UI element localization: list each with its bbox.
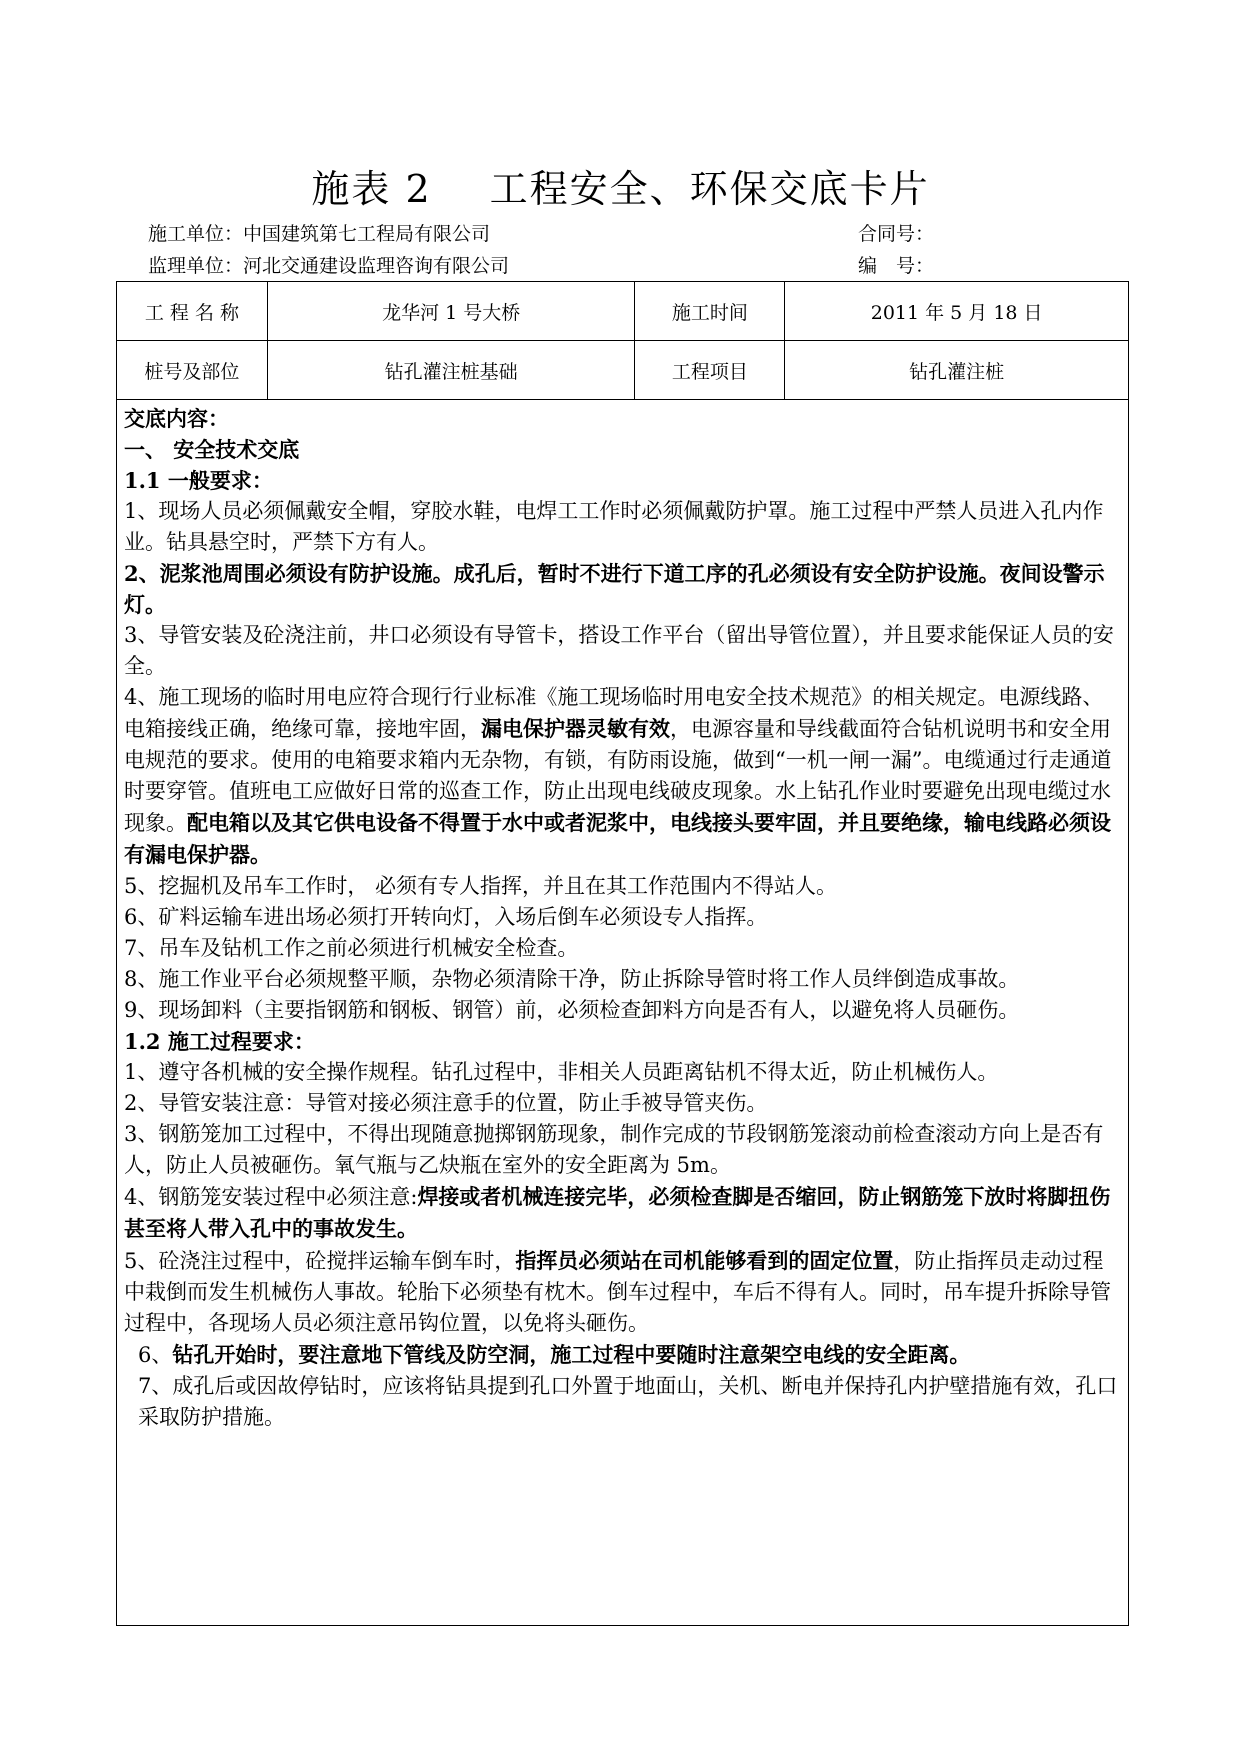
list-item: 2、泥浆池周围必须设有防护设施。成孔后，暂时不进行下道工序的孔必须设有安全防护设施。夜间设警示灯。	[124, 561, 1105, 617]
project-name-label: 工 程 名 称	[117, 282, 268, 341]
contract-number: 合同号：	[858, 223, 935, 245]
list-item	[124, 1181, 1120, 1245]
list-item: 1、遵守各机械的安全操作规程。钻孔过程中，非相关人员距离钻机不得太近，防止机械伤人。	[124, 1060, 999, 1084]
list-item: 9、现场卸料（主要指钢筋和钢板、钢管）前，必须检查卸料方向是否有人，以避免将人员砸伤。	[124, 998, 1020, 1022]
table-row	[117, 341, 1129, 400]
list-item	[124, 1245, 1120, 1339]
text-span: 4、钢筋笼安装过程中必须注意:	[124, 1185, 418, 1209]
content-heading: 交底内容：	[124, 406, 229, 431]
text-span: 4、施工现场的临时用电应符合现行行业标准《施工现场临时用电安全技术规范》的相关规定。电源线路、电箱接线正确，绝缘可靠，接地牢固，	[124, 685, 1104, 741]
list-item: 3、钢筋笼加工过程中，不得出现随意抛掷钢筋现象，制作完成的节段钢筋笼滚动前检查滚动方向上是否有人，防止人员被砸伤。氧气瓶与乙炔瓶在室外的安全距离为 5m。	[124, 1122, 1104, 1177]
form-number: 施表 2	[311, 167, 432, 211]
disclosure-content	[124, 403, 1120, 1433]
work-item-value: 钻孔灌注桩	[785, 341, 1129, 400]
construction-time-label: 施工时间	[635, 282, 785, 341]
text-span: ，电源容量和导线截面符合钻机说明书和安全用电规范的要求。使用的电箱要求箱内无杂物，有锁，有防雨设施，做到“一机一闸一漏”。电缆通过行走通道时要穿管。值班电工应做好日常的巡查工作，防止出现电线破皮现象。水上钻孔作业时要避免出现电缆过水现象。	[124, 717, 1112, 835]
list-item: 7、吊车及钻机工作之前必须进行机械安全检查。	[124, 936, 579, 960]
serial-number: 编 号：	[858, 255, 935, 277]
bold-span: 钻孔开始时，要注意地下管线及防空洞，施工过程中要随时注意架空电线的安全距离。	[172, 1342, 971, 1367]
list-item	[124, 1339, 1120, 1371]
form-name: 工程安全、环保交底卡片	[489, 167, 930, 211]
bold-span: 漏电保护器灵敏有效	[481, 716, 670, 741]
list-item: 1、现场人员必须佩戴安全帽，穿胶水鞋，电焊工工作时必须佩戴防护罩。施工过程中严禁人员进入孔内作业。钻具悬空时，严禁下方有人。	[124, 499, 1104, 554]
table-row	[117, 282, 1129, 341]
list-item: 8、施工作业平台必须规整平顺，杂物必须清除干净，防止拆除导管时将工作人员绊倒造成事故。	[124, 967, 1020, 991]
section-heading: 一、 安全技术交底	[124, 437, 300, 462]
work-item-label: 工程项目	[635, 341, 785, 400]
list-item: 5、挖掘机及吊车工作时， 必须有专人指挥，并且在其工作范围内不得站人。	[124, 874, 838, 898]
list-item: 6、矿料运输车进出场必须打开转向灯，入场后倒车必须设专人指挥。	[124, 905, 768, 929]
text-span: ，防止指挥员走动过程中栽倒而发生机械伤人事故。轮胎下必须垫有枕木。倒车过程中，车后不得有人。同时，吊车提升拆除导管过程中，各现场人员必须注意吊钩位置，以免将头砸伤。	[124, 1249, 1111, 1335]
list-item: 7、成孔后或因故停钻时，应该将钻具提到孔口外置于地面山，关机、断电并保持孔内护壁措施有效，孔口采取防护措施。	[138, 1374, 1118, 1429]
project-name-value: 龙华河 1 号大桥	[267, 282, 635, 341]
bold-span: 焊接或者机械连接完毕，必须检查脚是否缩回，防止钢筋笼下放时将脚扭伤甚至将人带入孔中的事故发生。	[124, 1184, 1111, 1241]
list-item: 3、导管安装及砼浇注前，井口必须设有导管卡，搭设工作平台（留出导管位置），并且要求能保证人员的安全。	[124, 623, 1114, 678]
supervision-unit: 监理单位：河北交通建设监理咨询有限公司	[148, 255, 510, 277]
station-part-label: 桩号及部位	[117, 341, 268, 400]
subsection-heading: 1.2 施工过程要求：	[124, 1029, 315, 1054]
station-part-value: 钻孔灌注桩基础	[267, 341, 635, 400]
construction-time-value: 2011 年 5 月 18 日	[785, 282, 1129, 341]
construction-unit: 施工单位：中国建筑第七工程局有限公司	[148, 223, 491, 245]
info-table	[116, 281, 1129, 400]
text-span: 5、砼浇注过程中，砼搅拌运输车倒车时，	[124, 1249, 516, 1273]
text-span: 6、	[138, 1343, 173, 1367]
document-title	[0, 158, 1241, 213]
list-item: 2、导管安装注意：导管对接必须注意手的位置，防止手被导管夹伤。	[124, 1091, 768, 1115]
bold-span: 配电箱以及其它供电设备不得置于水中或者泥浆中，电线接头要牢固，并且要绝缘，输电线路必须设有漏电保护器。	[124, 810, 1111, 867]
subsection-heading: 1.1 一般要求：	[124, 468, 273, 493]
bold-span: 指挥员必须站在司机能够看到的固定位置	[515, 1248, 894, 1273]
list-item	[124, 682, 1120, 871]
